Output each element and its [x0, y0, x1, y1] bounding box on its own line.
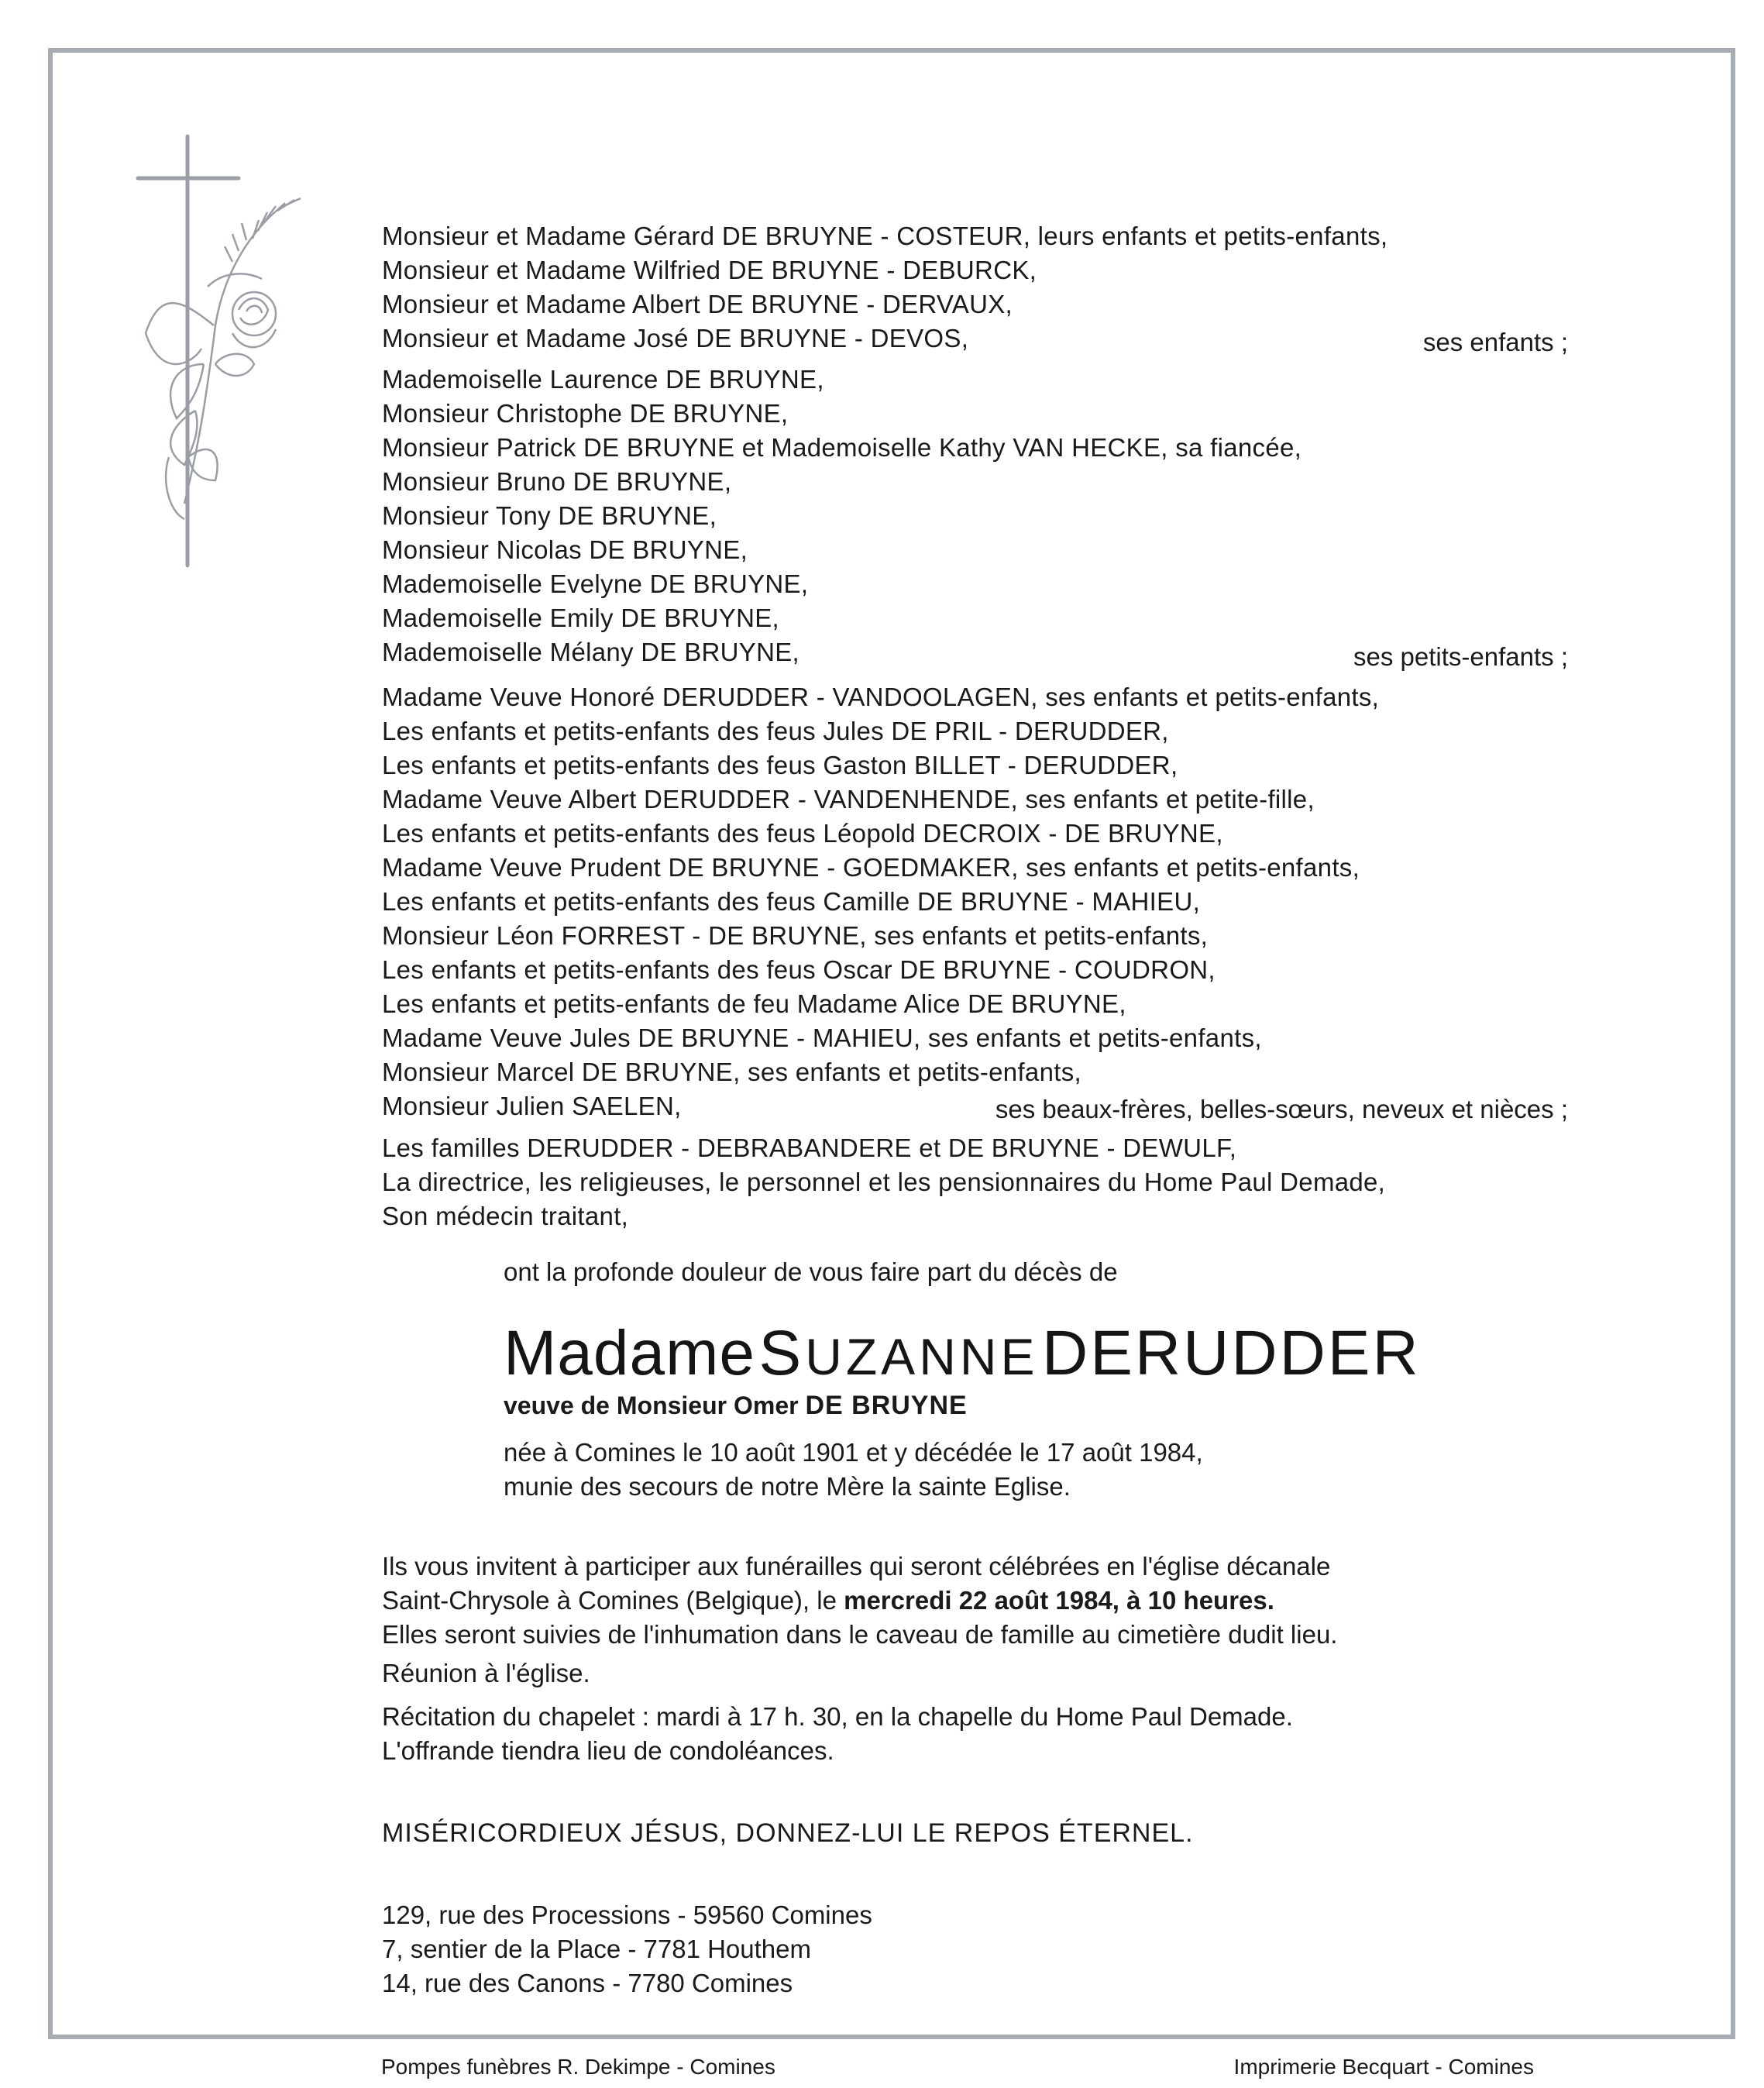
relation-label-in-laws: ses beaux-frères, belles-sœurs, neveux et nièces ; — [995, 1095, 1568, 1123]
family-line: Les enfants et petits-enfants des feus Gaston BILLET - DERUDDER, — [382, 751, 1178, 779]
family-line: Mademoiselle Laurence DE BRUYNE, — [382, 365, 824, 394]
family-line: Monsieur Nicolas DE BRUYNE, — [382, 535, 748, 564]
funeral-line: Réunion à l'église. — [382, 1659, 590, 1687]
family-line: Les familles DERUDDER - DEBRABANDERE et DE BRUYNE - DEWULF, — [382, 1133, 1237, 1162]
relation-label-children: ses enfants ; — [1422, 328, 1568, 356]
family-line: Monsieur et Madame Wilfried DE BRUYNE - DEBURCK, — [382, 256, 1037, 284]
sacraments-line: munie des secours de notre Mère la sainte Eglise. — [504, 1472, 1071, 1501]
deceased-first-name: SUZANNE — [758, 1318, 1039, 1388]
announcement-intro: ont la profonde douleur de vous faire part du décès de — [504, 1257, 1118, 1286]
family-line: Monsieur Julien SAELEN, — [382, 1092, 682, 1120]
address-line: 7, sentier de la Place - 7781 Houthem — [382, 1935, 811, 1963]
family-line: Madame Veuve Prudent DE BRUYNE - GOEDMAKER, ses enfants et petits-enfants, — [382, 853, 1360, 882]
family-line: Mademoiselle Evelyne DE BRUYNE, — [382, 569, 809, 598]
relation-label-grandchildren: ses petits-enfants ; — [1353, 642, 1568, 671]
widow-of-line: veuve de Monsieur Omer DE BRUYNE — [504, 1391, 968, 1420]
family-line: Mademoiselle Emily DE BRUYNE, — [382, 604, 779, 632]
deceased-name — [504, 1311, 1421, 1396]
family-line: Monsieur Bruno DE BRUYNE, — [382, 467, 732, 496]
printer-credit: Imprimerie Becquart - Comines — [1233, 2055, 1534, 2079]
family-line: Monsieur et Madame Albert DE BRUYNE - DERVAUX, — [382, 290, 1013, 318]
family-line: Monsieur Christophe DE BRUYNE, — [382, 399, 789, 428]
deceased-last-name: DERUDDER — [1042, 1318, 1421, 1388]
family-line: Les enfants et petits-enfants des feus Jules DE PRIL - DERUDDER, — [382, 717, 1169, 745]
funeral-line: L'offrande tiendra lieu de condoléances. — [382, 1736, 834, 1765]
family-line: Monsieur et Madame Gérard DE BRUYNE - COSTEUR, leurs enfants et petits-enfants, — [382, 222, 1388, 250]
family-line: Madame Veuve Jules DE BRUYNE - MAHIEU, ses enfants et petits-enfants, — [382, 1023, 1262, 1052]
family-line: Les enfants et petits-enfants de feu Madame Alice DE BRUYNE, — [382, 989, 1126, 1018]
family-line: La directrice, les religieuses, le personnel et les pensionnaires du Home Paul Demade, — [382, 1168, 1386, 1196]
funeral-line: Récitation du chapelet : mardi à 17 h. 30, en la chapelle du Home Paul Demade. — [382, 1702, 1293, 1731]
deceased-title: Madame — [504, 1318, 756, 1388]
prayer-line: MISÉRICORDIEUX JÉSUS, DONNEZ-LUI LE REPOS ÉTERNEL. — [382, 1818, 1194, 1848]
family-line: Son médecin traitant, — [382, 1202, 629, 1230]
address-line: 14, rue des Canons - 7780 Comines — [382, 1969, 793, 1997]
family-line: Madame Veuve Albert DERUDDER - VANDENHENDE, ses enfants et petite-fille, — [382, 785, 1315, 814]
family-line: Monsieur Léon FORREST - DE BRUYNE, ses enfants et petits-enfants, — [382, 921, 1209, 950]
cross-with-rose-and-wheat-icon — [130, 132, 324, 573]
address-line: 129, rue des Processions - 59560 Comines — [382, 1901, 872, 1929]
family-line: Monsieur Patrick DE BRUYNE et Mademoiselle Kathy VAN HECKE, sa fiancée, — [382, 433, 1302, 462]
funeral-line: Elles seront suivies de l'inhumation dans le caveau de famille au cimetière dudit lieu. — [382, 1620, 1338, 1649]
family-line: Les enfants et petits-enfants des feus Camille DE BRUYNE - MAHIEU, — [382, 887, 1201, 916]
funeral-line: Saint-Chrysole à Comines (Belgique), le mercredi 22 août 1984, à 10 heures. — [382, 1586, 1274, 1615]
family-line: Mademoiselle Mélany DE BRUYNE, — [382, 638, 800, 666]
family-line: Monsieur Tony DE BRUYNE, — [382, 501, 717, 530]
family-line: Madame Veuve Honoré DERUDDER - VANDOOLAGEN, ses enfants et petits-enfants, — [382, 683, 1380, 711]
funeral-home-credit: Pompes funèbres R. Dekimpe - Comines — [381, 2055, 775, 2079]
family-line: Les enfants et petits-enfants des feus Léopold DECROIX - DE BRUYNE, — [382, 819, 1223, 848]
family-line: Monsieur et Madame José DE BRUYNE - DEVOS, — [382, 324, 969, 353]
family-line: Les enfants et petits-enfants des feus Oscar DE BRUYNE - COUDRON, — [382, 955, 1216, 984]
family-line: Monsieur Marcel DE BRUYNE, ses enfants et petits-enfants, — [382, 1058, 1081, 1086]
birth-death-line: née à Comines le 10 août 1901 et y décédée le 17 août 1984, — [504, 1438, 1203, 1467]
funeral-line: Ils vous invitent à participer aux funérailles qui seront célébrées en l'église décanale — [382, 1552, 1331, 1581]
